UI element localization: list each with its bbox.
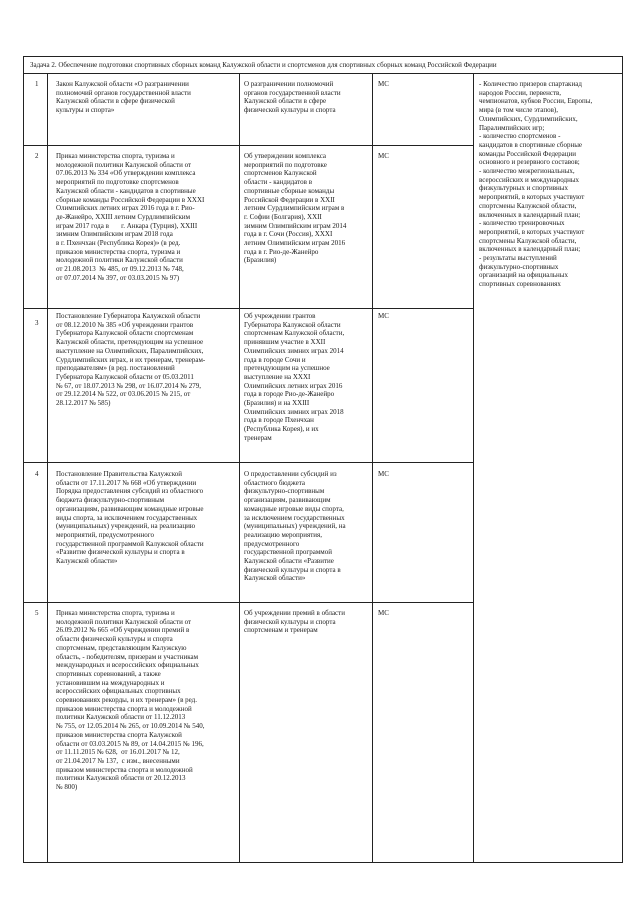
table-border-bottom [23, 862, 623, 863]
act-subject-text: Об учреждении премий в области физической культуры и спорта спортсменам и тренерам [244, 609, 345, 635]
executor-text: МС [378, 80, 389, 88]
legal-act-text: Приказ министерства спорта, туризма и молодежной политики Калужской области от 07.06.2013 № 334 «Об утверждении комплекса мероприятий по подготовке спортсменов Калужской области - кандидатов в спортивные сборные команды Российской Федерации в XXXI Олимпийских летних играх 2016 года в г. Рио- де-Жанейро, XXIII летним Сурдлимпийским играм 2017 года в г. Анкара (Турция), XXIII зимним Олимпийским играм 2018 года в г. Пхенчхан (Республика Корея)» (в ред. приказов министерства спорта, туризма и молодежной политики Калужской области от 21.08.2013 № 485, от 09.12.2013 № 748, от 07.07.2014 № 397, от 03.03.2015 № 97) [56, 152, 205, 282]
legal-act-text: Закон Калужской области «О разграничении полномочий органов государственной власти Калужской области в сфере физической культуры и спорта» [56, 80, 191, 115]
column-divider [372, 73, 373, 863]
table-row-divider [23, 308, 473, 309]
executor-text: МС [378, 470, 389, 478]
legal-act-text: Постановление Губернатора Калужской области от 08.12.2010 № 385 «Об учреждении грантов Губернатора Калужской области спортсменам Калужской области, претендующим на успешное выступление на Олимпийских, Паралимпийских, Сурдлимпийских играх, и их тренерам, тренерам- преподавателям» (в ред. постановлений Губернатора Калужской области от 05.03.2011 № 67, от 18.07.2013 № 298, от 16.07.2014 № 279, от 29.12.2014 № 522, от 03.06.2015 № 215, от 28.12.2017 № 585) [56, 312, 206, 408]
row-number: 1 [35, 80, 39, 88]
table-border-left [23, 73, 24, 863]
table-row-divider [23, 145, 473, 146]
row-number: 3 [35, 319, 39, 327]
row-number: 2 [35, 152, 39, 160]
table-row-divider [23, 602, 473, 603]
measures-table [23, 73, 623, 863]
column-divider [473, 73, 474, 863]
legal-act-text: Постановление Правительства Калужской области от 17.11.2017 № 668 «Об утверждении Порядка предоставления субсидий из областного бюджета физкультурно-спортивным организациям, развивающим командные игровые виды спорта, за исключением государственных (муниципальных) учреждений, на реализацию мероприятий, предусмотренного государственной программой Калужской области «Развитие физической культуры и спорта в Калужской области» [56, 470, 204, 566]
table-row-divider [23, 73, 623, 74]
act-subject-text: Об утверждении комплекса мероприятий по подготовке спортсменов Калужской области - кандидатов в спортивные сборные команды Российской Федерации в XXII летним Сурдлимпийским играм в г. Софии (Болгария), XXII зимним Олимпийским играм 2014 года в г. Сочи (Россия), XXXI летним Олимпийским играм 2016 года в г. Рио-де-Жанейро (Бразилия) [244, 152, 347, 265]
act-subject-text: О разграничении полномочий органов государственной власти Калужской области в сфере физической культуры и спорта [244, 80, 341, 115]
target-indicators-text: - Количество призеров спартакиад народов России, первенств, чемпионатов, кубков России, Европы, мира (в том числе этапов), Олимпийских, Сурдлимпийских, Паралимпийских игр; - количество спортсменов - кандидатов в спортивные сборные команды Российской Федерации основного и резервного составов; - количество межрегиональных, всероссийских и международных физкультурных и спортивных мероприятий, в которых участвуют спортсмены Калужской области, включенных в календарный план; - количество тренировочных мероприятий, в которых участвуют спортсмены Калужской области, включенных в календарный план; - результаты выступлений физкультурно-спортивных организаций на официальных спортивных соревнованиях [479, 80, 593, 289]
executor-text: МС [378, 312, 389, 320]
row-number: 4 [35, 470, 39, 478]
executor-text: МС [378, 609, 389, 617]
act-subject-text: Об учреждении грантов Губернатора Калужской области спортсменам Калужской области, принявшим участие в XXII Олимпийских зимних играх 2014 года в городе Сочи и претендующим на успешное выступление на XXXI Олимпийских летних играх 2016 года в городе Рио-де-Жанейро (Бразилия) и на XXIII Олимпийских зимних играх 2018 года в городе Пхенчхан (Республика Корея), и их тренерам [244, 312, 345, 442]
task-header: Задача 2. Обеспечение подготовки спортивных сборных команд Калужской области и спортсменов для спортивных сборных команд Российской Федерации [23, 56, 623, 73]
table-border-right [622, 73, 623, 863]
legal-act-text: Приказ министерства спорта, туризма и молодежной политики Калужской области от 26.09.2012 № 665 «Об учреждении премий в области физической культуры и спорта спортсменам, представляющим Калужскую область, - победителям, призерам и участникам международных и всероссийских официальных спортивных соревнований, а также установившим на международных и всероссийских официальных спортивных соревнованиях рекорды, и их тренерам» (в ред. приказов министерства спорта и молодежной политики Калужской области от 11.12.2013 № 755, от 12.05.2014 № 265, от 10.09.2014 № 540, приказов министерства спорта Калужской области от 03.03.2015 № 89, от 14.04.2015 № 196, от 11.11.2015 № 628, от 16.01.2017 № 12, от 21.04.2017 № 137, с изм., внесенными приказом министерства спорта и молодежной политики Калужской области от 20.12.2013 № 800) [56, 609, 205, 792]
table-row-divider [23, 462, 473, 463]
column-divider [47, 73, 48, 863]
column-divider [239, 73, 240, 863]
row-number: 5 [35, 609, 39, 617]
executor-text: МС [378, 152, 389, 160]
act-subject-text: О предоставлении субсидий из областного бюджета физкультурно-спортивным организациям, развивающим командные игровые виды спорта, за исключением государственных (муниципальных) учреждений, на реализацию мероприятия, предусмотренного государственной программой Калужской области «Развитие физической культуры и спорта в Калужской области» [244, 470, 346, 583]
